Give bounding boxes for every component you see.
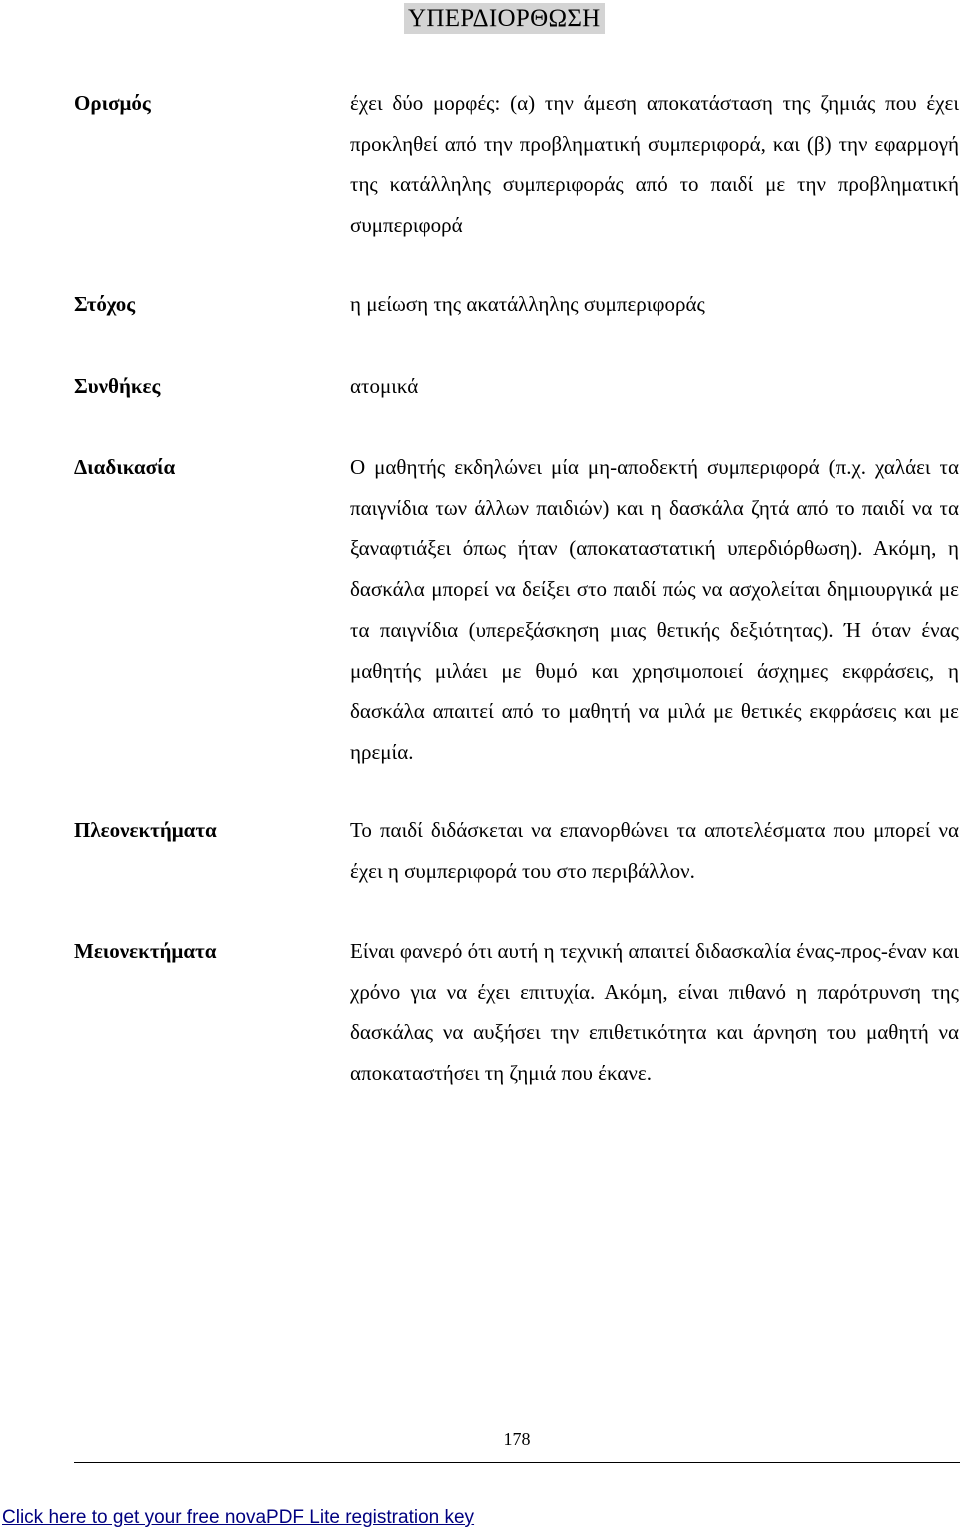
page-title: ΥΠΕΡΔΙΟΡΘΩΣΗ [404,3,605,34]
term-description: έχει δύο μορφές: (α) την άμεση αποκατάσταση της ζημιάς που έχει προκληθεί από την προβληματική συμπεριφορά, και (β) την εφαρμογή της κατάλληλης συμπεριφοράς από το παιδί με την προβληματική συμπεριφορά [350,91,959,238]
term-description: ατομικά [350,374,419,398]
term-label: Μειονεκτήματα [74,939,217,963]
page-number: 178 [503,1429,531,1449]
term-description: Το παιδί διδάσκεται να επανορθώνει τα αποτελέσματα που μπορεί να έχει η συμπεριφορά του στο περιβάλλον. [350,818,959,883]
term-label: Συνθήκες [74,374,161,398]
term-label: Στόχος [74,292,136,316]
term-label: Ορισμός [74,91,151,115]
term-label: Πλεονεκτήματα [74,818,217,842]
registration-key-link[interactable]: Click here to get your free novaPDF Lite registration key [2,1507,475,1528]
term-description: η μείωση της ακατάλληλης συμπεριφοράς [350,292,705,316]
term-description: Είναι φανερό ότι αυτή η τεχνική απαιτεί διδασκαλία ένας-προς-έναν και χρόνο για να έχει επιτυχία. Ακόμη, είναι πιθανό η παρότρυνση της δασκάλας να αυξήσει την επιθετικότητα και άρνηση του μαθητή να αποκαταστήσει τη ζημιά που έκανε. [350,939,959,1086]
footer-divider [74,1462,960,1463]
term-description: Ο μαθητής εκδηλώνει μία μη-αποδεκτή συμπεριφορά (π.χ. χαλάει τα παιγνίδια των άλλων παιδιών) και η δασκάλα ζητά από το παιδί να τα ξαναφτιάξει όπως ήταν (αποκαταστατική υπερδιόρθωση). Ακόμη, η δασκάλα μπορεί να δείξει στο παιδί πώς να ασχολείται δημιουργικά με τα παιγνίδια (υπερεξάσκηση μιας θετικής δεξιότητας). Ή όταν ένας μαθητής μιλάει με θυμό και χρησιμοποιεί άσχημες εκφράσεις, η δασκάλα απαιτεί από το μαθητή να μιλά με θετικές εκφράσεις και με ηρεμία. [350,455,959,764]
term-label: Διαδικασία [74,455,176,479]
